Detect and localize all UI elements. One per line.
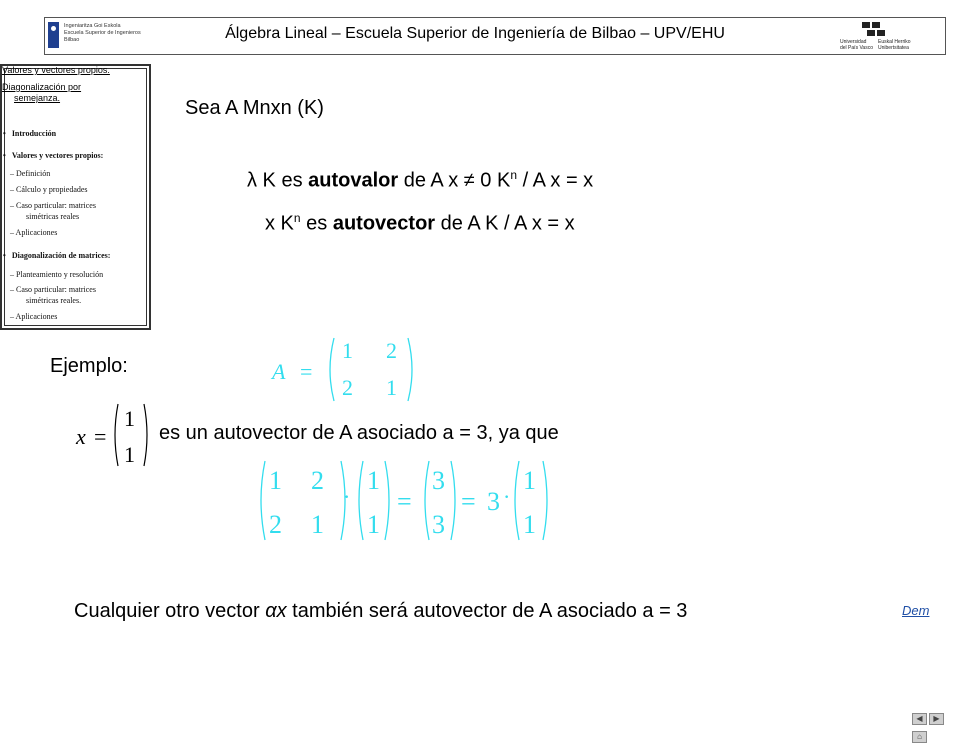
vector-x-cell: 1 — [124, 406, 135, 431]
home-button[interactable]: ⌂ — [912, 731, 927, 743]
def2-part-b: es — [300, 212, 333, 235]
university-es-line-1: Universidad — [840, 39, 867, 45]
toc-item-valores[interactable]: • Valores y vectores propios: — [3, 151, 104, 160]
verify-result-left-bracket — [425, 461, 429, 540]
verify-scalar: 3 — [487, 487, 500, 516]
verify-x2-cell: 1 — [523, 510, 536, 539]
vector-x-right-bracket — [144, 404, 147, 466]
set-statement: Sea A Mnxn (K) — [185, 97, 324, 119]
toc-title-link[interactable]: Valores y vectores propios. — [2, 65, 110, 75]
school-logo-text — [64, 23, 141, 44]
def1-part-a: K es — [257, 169, 309, 192]
verify-x2-right-bracket — [543, 461, 547, 540]
slide-navigation — [912, 708, 960, 744]
vector-x-equation — [72, 400, 152, 470]
toc-item-label[interactable]: Diagonalización de matrices: — [11, 251, 111, 260]
eigenvector-definition — [265, 211, 575, 236]
toc-item-label[interactable]: Introducción — [11, 129, 57, 138]
verification-equation — [255, 456, 555, 546]
school-logo-mark-icon — [48, 22, 59, 48]
verify-x-cell: 1 — [367, 510, 380, 539]
eigenvector-statement: es un autovector de A asociado a = 3, ya que — [159, 422, 559, 444]
toc-item-diagonalizacion[interactable]: • Diagonalización de matrices: — [3, 251, 111, 260]
verify-x2-cell: 1 — [523, 466, 536, 495]
toc-subtitle-line-1[interactable]: Diagonalización por — [2, 82, 82, 92]
def1-superscript: n — [510, 168, 518, 182]
prev-slide-button[interactable]: ◀ — [912, 713, 927, 725]
matrix-a-right-bracket — [408, 338, 412, 401]
example-label: Ejemplo: — [50, 355, 128, 377]
conclusion-part-a: Cualquier otro vector — [74, 600, 266, 622]
vector-x-cell: 1 — [124, 442, 135, 467]
university-eu-line-1: Euskal Herriko — [878, 39, 911, 45]
verify-matrix-left-bracket — [261, 461, 265, 540]
eigenvalue-definition — [247, 168, 593, 193]
def2-part-d: de A K / A x = x — [435, 212, 575, 235]
verify-x2-left-bracket — [515, 461, 519, 540]
toc-item-aplicaciones-2[interactable]: – Aplicaciones — [10, 312, 58, 321]
toc-item-planteamiento[interactable]: – Planteamiento y resolución — [10, 270, 104, 279]
verify-result-right-bracket — [451, 461, 455, 540]
matrix-a-cell: 1 — [386, 375, 397, 400]
matrix-a-cell: 2 — [342, 375, 353, 400]
toc-item-caso-particular[interactable]: – Caso particular: matrices — [10, 201, 96, 210]
university-emblem-icon — [856, 20, 896, 40]
verify-x-cell: 1 — [367, 466, 380, 495]
toc-item-caso-particular-cont[interactable]: simétricas reales — [26, 212, 80, 221]
toc-item-caso-particular-2-cont[interactable]: simétricas reales. — [26, 296, 82, 305]
matrix-a-cell: 2 — [386, 338, 397, 363]
verify-x-left-bracket — [359, 461, 363, 540]
conclusion-alpha-x: αx — [265, 600, 287, 622]
toc-item-label[interactable]: Valores y vectores propios: — [11, 151, 104, 160]
verify-equals-1: = — [397, 487, 412, 516]
matrix-a-cell: 1 — [342, 338, 353, 363]
def1-part-d: / A x = x — [517, 169, 594, 192]
verify-dot-1: · — [343, 484, 351, 509]
toc-subtitle-line-2[interactable]: semejanza. — [14, 93, 61, 103]
verify-matrix-cell: 2 — [311, 466, 324, 495]
matrix-a-name: A — [272, 359, 286, 384]
university-logo — [838, 20, 940, 52]
verify-matrix-cell: 2 — [269, 510, 282, 539]
vector-x-name: x — [76, 424, 86, 449]
toc-item-caso-particular-2[interactable]: – Caso particular: matrices — [10, 285, 96, 294]
conclusion-statement — [74, 600, 687, 623]
university-eu-line-2: Unibertsitatea — [878, 45, 909, 51]
toc-item-definicion[interactable]: – Definición — [10, 169, 51, 178]
matrix-a-equation — [268, 335, 428, 405]
def1-part-c: de A x ≠ 0 K — [398, 169, 511, 192]
toc-item-introduccion[interactable]: • Introducción — [3, 129, 57, 138]
vector-x-equals: = — [94, 424, 107, 449]
matrix-a-left-bracket — [330, 338, 334, 401]
verify-result-cell: 3 — [432, 510, 445, 539]
verify-matrix-cell: 1 — [311, 510, 324, 539]
lambda-symbol: λ — [247, 169, 257, 192]
school-logo-line-1: Ingeniaritza Goi Eskola — [64, 23, 121, 29]
def2-keyword: autovector — [332, 212, 436, 235]
verify-x-right-bracket — [385, 461, 389, 540]
toc-subtitle-link[interactable] — [2, 82, 81, 104]
school-logo — [48, 20, 144, 50]
conclusion-part-c: también será autovector de A asociado a = 3 — [286, 600, 688, 622]
header-title: Álgebra Lineal – Escuela Superior de Ingeniería de Bilbao – UPV/EHU — [225, 25, 725, 42]
def2-part-a: x K — [265, 212, 294, 235]
matrix-a-equals: = — [300, 359, 313, 384]
def2-superscript: n — [293, 211, 301, 225]
university-name-eu — [878, 39, 911, 51]
toc-item-calculo[interactable]: – Cálculo y propiedades — [10, 185, 88, 194]
toc-item-aplicaciones[interactable]: – Aplicaciones — [10, 228, 58, 237]
vector-x-left-bracket — [115, 404, 118, 466]
school-logo-line-3: Bilbao — [64, 37, 80, 43]
next-slide-button[interactable]: ▶ — [929, 713, 944, 725]
verify-matrix-cell: 1 — [269, 466, 282, 495]
verify-equals-2: = — [461, 487, 476, 516]
school-logo-line-2: Escuela Superior de Ingenieros — [64, 30, 141, 36]
university-name-es — [840, 39, 873, 51]
university-es-line-2: del País Vasco — [840, 45, 873, 51]
verify-dot-2: · — [503, 484, 511, 509]
verify-result-cell: 3 — [432, 466, 445, 495]
dem-link[interactable]: Dem — [902, 603, 930, 618]
def1-keyword: autovalor — [308, 169, 399, 192]
